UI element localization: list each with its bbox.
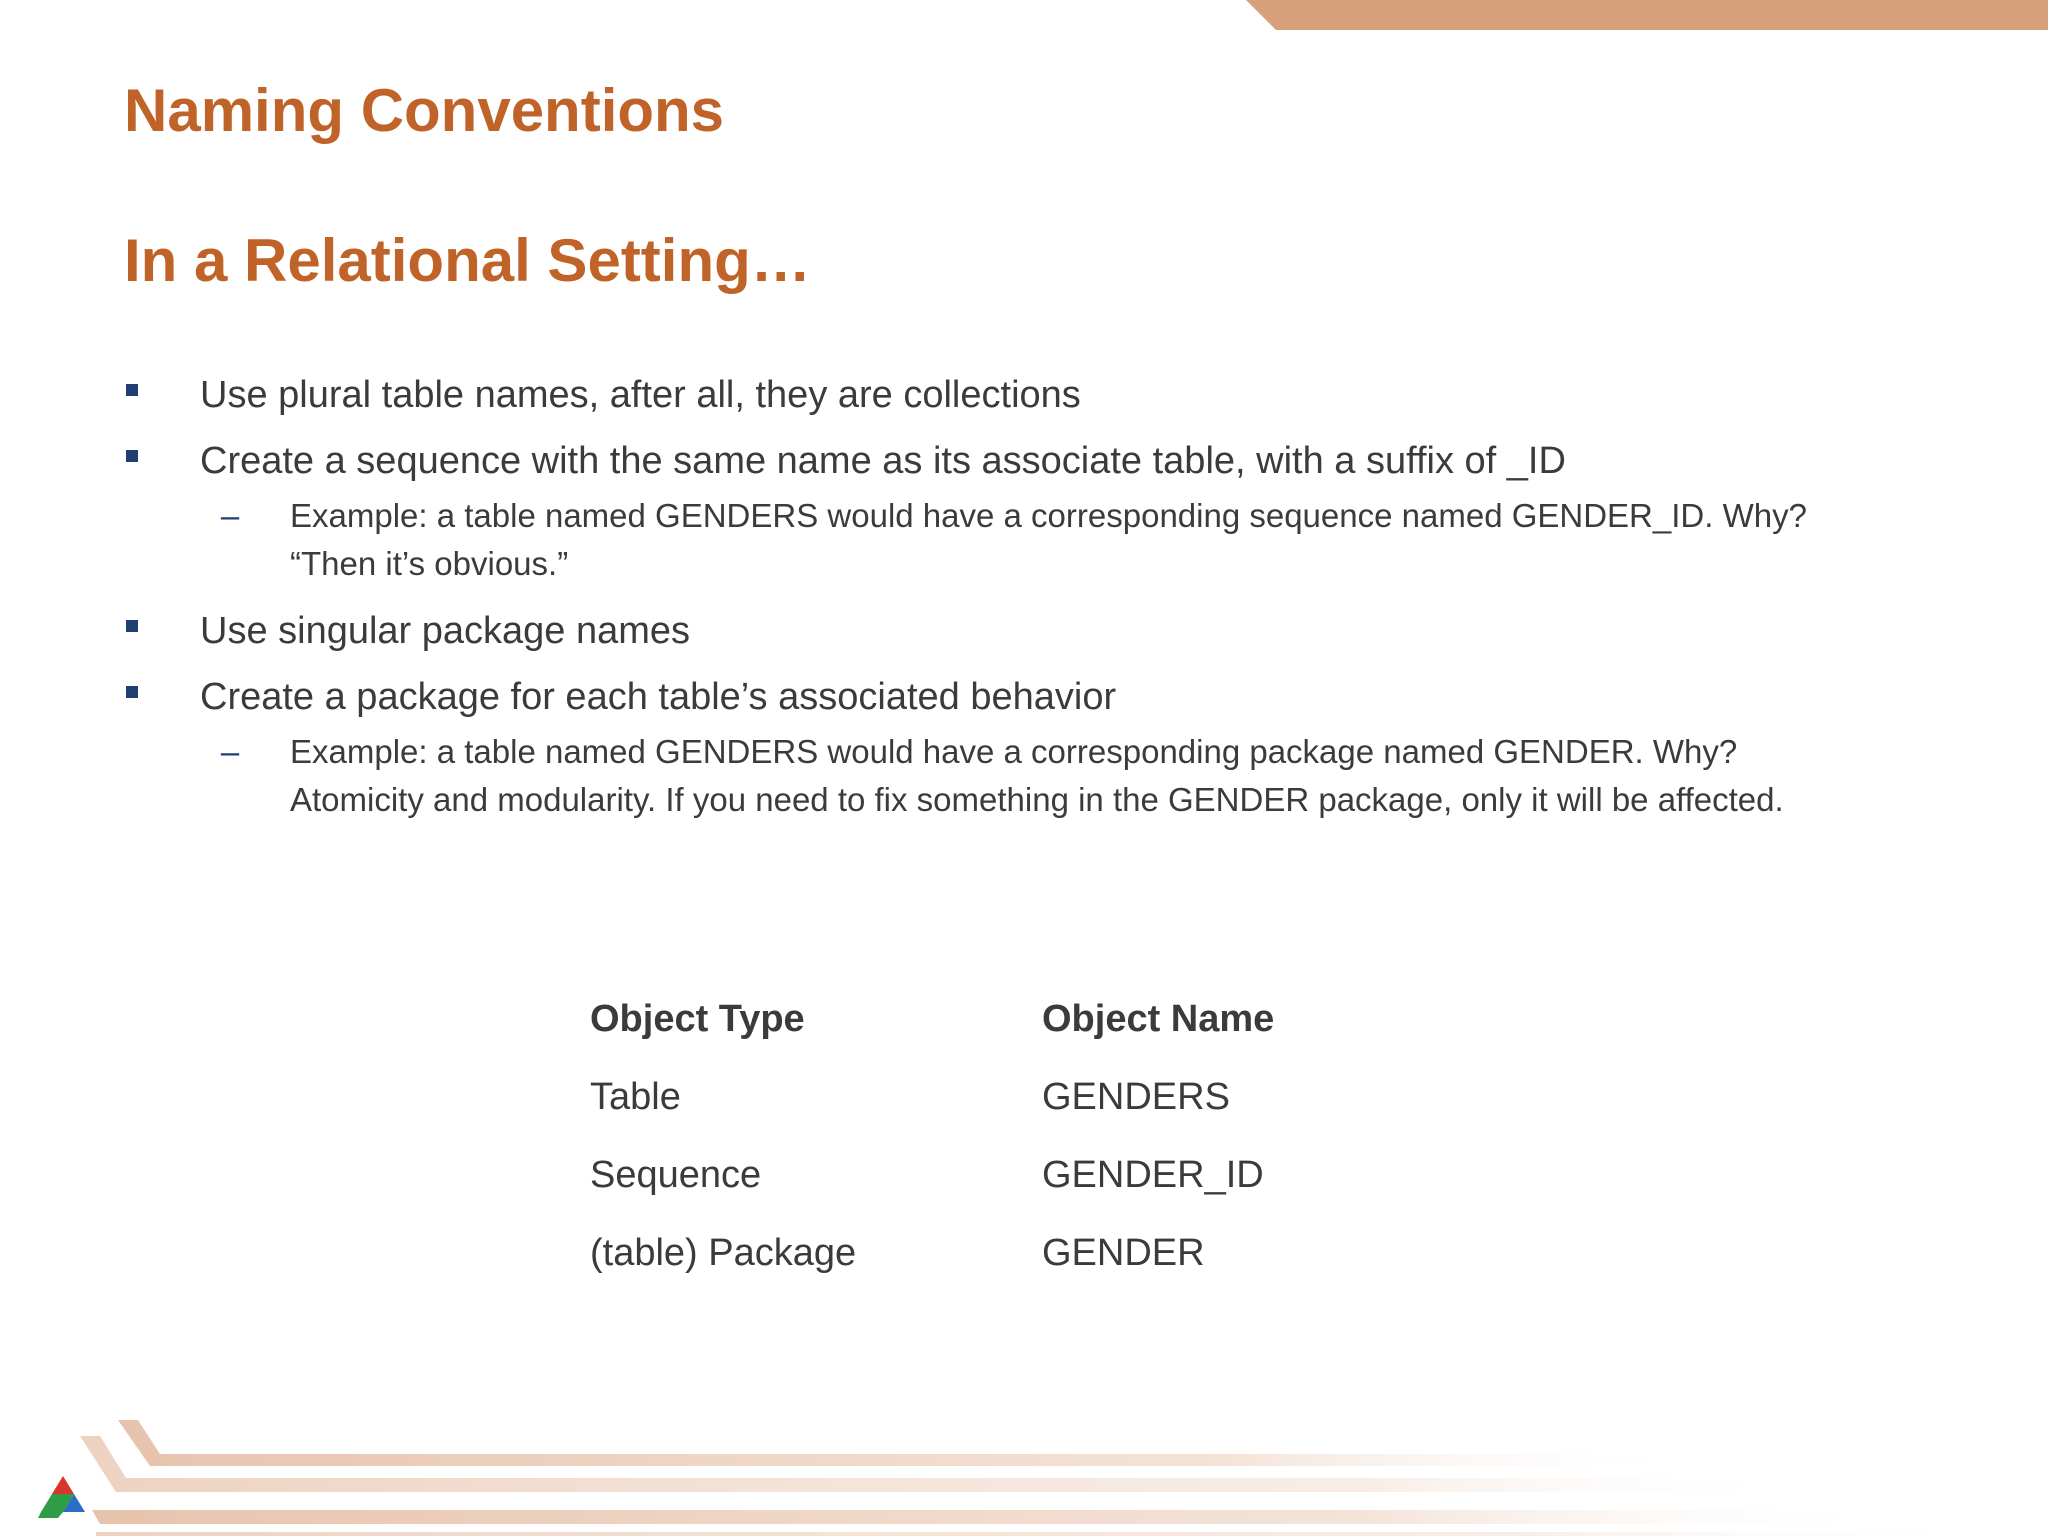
dash-bullet-icon: – xyxy=(220,497,240,534)
table-row xyxy=(590,1058,1442,1136)
square-bullet-icon xyxy=(126,686,138,698)
sub-bullet-item xyxy=(200,728,1850,824)
bullet-text: Use plural table names, after all, they are collections xyxy=(200,374,1081,416)
slide-subtitle: In a Relational Setting… xyxy=(124,227,811,294)
column-header-object-type: Object Type xyxy=(590,997,805,1040)
column-header-object-name: Object Name xyxy=(1042,997,1275,1040)
slide-title: Naming Conventions xyxy=(124,77,725,144)
bullet-item xyxy=(124,608,1884,654)
square-bullet-icon xyxy=(126,384,138,396)
object-naming-table xyxy=(590,980,1442,1292)
tri-color-triangle-logo-icon xyxy=(38,1474,88,1518)
table-cell: Sequence xyxy=(590,1153,762,1196)
table-cell: GENDER_ID xyxy=(1042,1153,1264,1196)
sub-bullet-text: Example: a table named GENDERS would have a corresponding package named GENDER. Why? Atomicity and modularity. If you need to fix something in the GENDER package, only it will be affected. xyxy=(290,733,1784,818)
sub-bullet-list xyxy=(200,728,1884,824)
sub-bullet-item xyxy=(200,492,1850,588)
table-cell: (table) Package xyxy=(590,1231,857,1274)
bullet-text: Use singular package names xyxy=(200,610,691,652)
sub-bullet-list xyxy=(200,492,1884,588)
bullet-item xyxy=(124,674,1884,824)
bullet-text: Create a sequence with the same name as its associate table, with a suffix of _ID xyxy=(200,440,1566,482)
bullet-list xyxy=(124,372,1884,844)
bottom-swoosh-decoration xyxy=(0,1416,2048,1536)
table-cell: Table xyxy=(590,1075,681,1118)
dash-bullet-icon: – xyxy=(220,733,240,770)
table-cell: GENDER xyxy=(1042,1231,1205,1274)
bullet-text: Create a package for each table’s associated behavior xyxy=(200,676,1117,718)
table-row xyxy=(590,1214,1442,1292)
table-row xyxy=(590,1136,1442,1214)
top-accent-bar xyxy=(1246,0,2048,30)
square-bullet-icon xyxy=(126,620,138,632)
square-bullet-icon xyxy=(126,450,138,462)
bullet-item xyxy=(124,372,1884,418)
sub-bullet-text: Example: a table named GENDERS would have a corresponding sequence named GENDER_ID. Why? “Then it’s obvious.” xyxy=(290,497,1807,582)
table-header-row xyxy=(590,980,1442,1058)
table-cell: GENDERS xyxy=(1042,1075,1230,1118)
bullet-item xyxy=(124,438,1884,588)
